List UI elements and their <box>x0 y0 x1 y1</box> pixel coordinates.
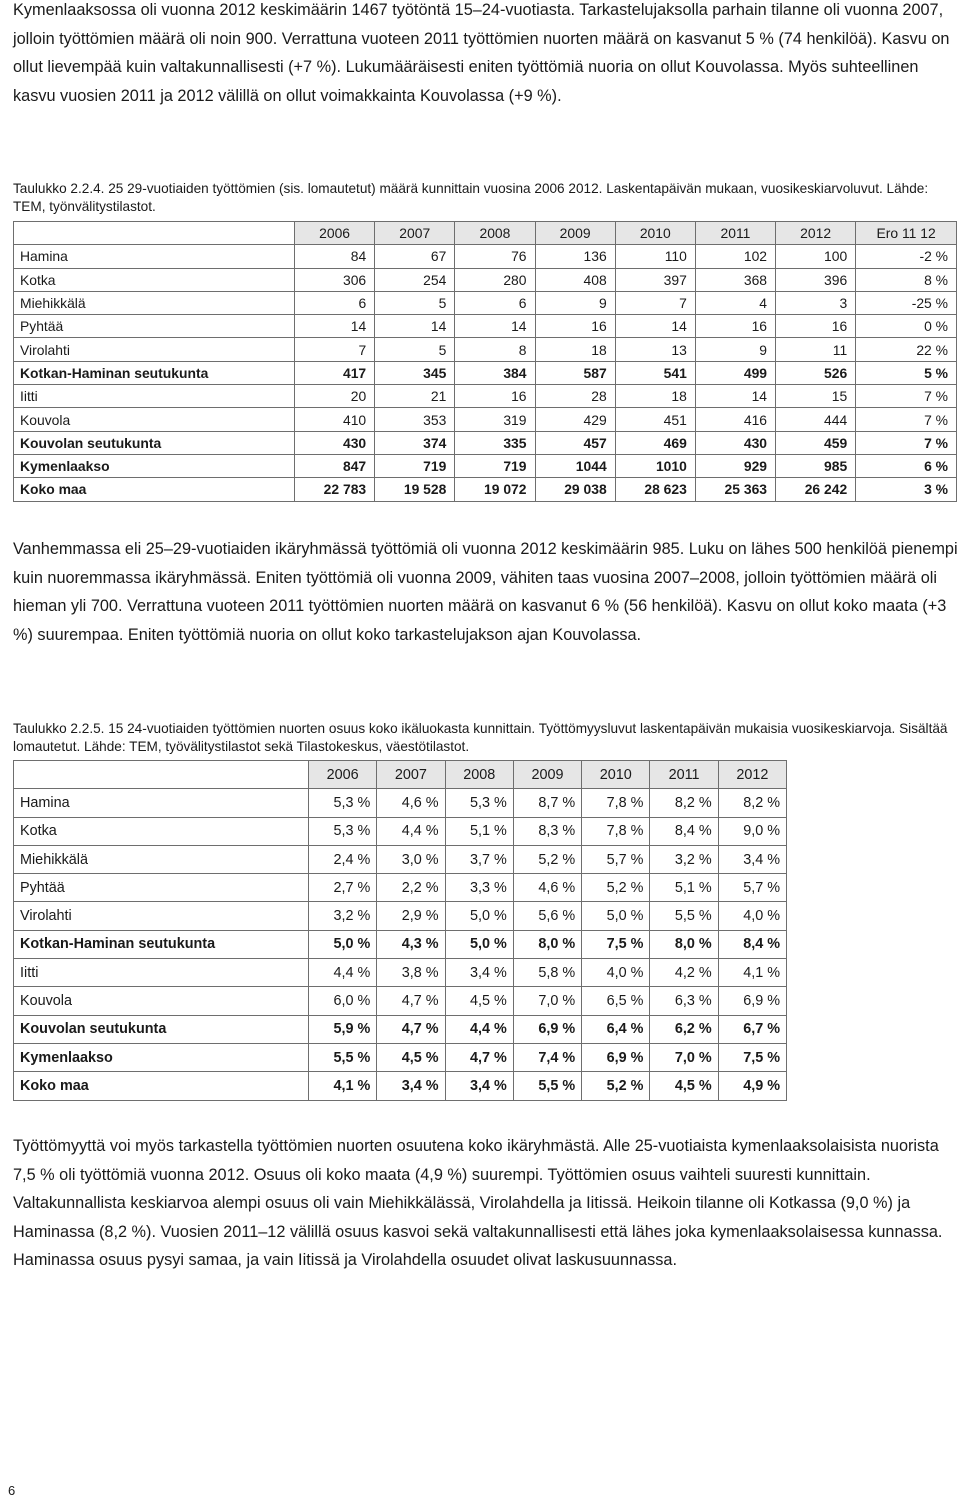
table-cell: 16 <box>535 315 615 338</box>
table-cell: 8,4 % <box>718 930 786 958</box>
table-cell: 345 <box>375 361 455 384</box>
page-number: 6 <box>8 1483 16 1498</box>
table1-header-cell: Ero 11 12 <box>856 222 957 245</box>
table-cell: 18 <box>535 338 615 361</box>
row-label: Kouvola <box>14 987 309 1015</box>
table-cell: 7,8 % <box>582 817 650 845</box>
table-cell: 5,7 % <box>582 845 650 873</box>
table-row <box>14 930 787 958</box>
table1-body <box>14 245 957 501</box>
table-cell: 102 <box>695 245 775 268</box>
table-cell: -25 % <box>856 291 957 314</box>
table-row <box>14 959 787 987</box>
table-cell: 4,2 % <box>650 959 718 987</box>
table-cell: 5,5 % <box>513 1072 581 1100</box>
table2-caption: Taulukko 2.2.5. 15 24-vuotiaiden työttömien nuorten osuus koko ikäluokasta kunnittain. Työttömyysluvut laskentapäivän mukaisia vuosikeskiarvoja. Sisältää lomautetut. Lähde: TEM, työvälitystilastot sekä Tilastokeskus, väestötilastot. <box>13 721 948 754</box>
table-cell: 4,1 % <box>718 959 786 987</box>
table2-header-blank <box>14 761 309 789</box>
table-row <box>14 902 787 930</box>
table-cell: 14 <box>295 315 375 338</box>
table-cell: 7,4 % <box>513 1043 581 1071</box>
table-row <box>14 789 787 817</box>
table-cell: 8,7 % <box>513 789 581 817</box>
table-cell: 5,9 % <box>309 1015 377 1043</box>
table-row <box>14 338 957 361</box>
table-cell: 6,9 % <box>582 1043 650 1071</box>
table-cell: 5,3 % <box>309 817 377 845</box>
table-cell: 28 623 <box>615 478 695 501</box>
row-label: Miehikkälä <box>14 845 309 873</box>
table-row <box>14 454 957 477</box>
table-cell: 18 <box>615 385 695 408</box>
table-cell: 1010 <box>615 454 695 477</box>
table-cell: 2,2 % <box>377 874 445 902</box>
table-cell: 6,3 % <box>650 987 718 1015</box>
table-cell: 254 <box>375 268 455 291</box>
table1-header-cell: 2012 <box>776 222 856 245</box>
row-label: Kouvolan seutukunta <box>14 1015 309 1043</box>
table-cell: 5,6 % <box>513 902 581 930</box>
table-cell: 11 <box>776 338 856 361</box>
table-cell: 3,3 % <box>445 874 513 902</box>
table-cell: 719 <box>455 454 535 477</box>
table-cell: 3,4 % <box>377 1072 445 1100</box>
table-cell: 4,6 % <box>377 789 445 817</box>
table-cell: 67 <box>375 245 455 268</box>
table-cell: 4,9 % <box>718 1072 786 1100</box>
table-cell: 22 783 <box>295 478 375 501</box>
table-cell: 4,5 % <box>445 987 513 1015</box>
table-cell: 410 <box>295 408 375 431</box>
table2-body <box>14 789 787 1100</box>
table-row <box>14 361 957 384</box>
row-label: Hamina <box>14 789 309 817</box>
table-cell: 6,2 % <box>650 1015 718 1043</box>
row-label: Koko maa <box>14 1072 309 1100</box>
table-cell: 4,7 % <box>445 1043 513 1071</box>
table-cell: 4,5 % <box>650 1072 718 1100</box>
table-cell: 7 <box>615 291 695 314</box>
table-cell: 19 528 <box>375 478 455 501</box>
table-cell: 444 <box>776 408 856 431</box>
table-cell: 5,1 % <box>650 874 718 902</box>
table-unemployed-share-15-24 <box>13 760 787 1101</box>
table-cell: 499 <box>695 361 775 384</box>
row-label: Miehikkälä <box>14 291 295 314</box>
table-cell: 76 <box>455 245 535 268</box>
table-cell: 13 <box>615 338 695 361</box>
table-cell: 14 <box>455 315 535 338</box>
table-cell: 3,4 % <box>445 1072 513 1100</box>
table-cell: 5 % <box>856 361 957 384</box>
table-cell: 429 <box>535 408 615 431</box>
table-cell: 8,0 % <box>513 930 581 958</box>
row-label: Kotkan-Haminan seutukunta <box>14 361 295 384</box>
table-cell: 7,0 % <box>650 1043 718 1071</box>
table-cell: 5,3 % <box>309 789 377 817</box>
table-cell: 5 <box>375 291 455 314</box>
table-cell: 6 <box>295 291 375 314</box>
second-paragraph: Vanhemmassa eli 25–29-vuotiaiden ikäryhmässä työttömiä oli vuonna 2012 keskimäärin 985. Luku on lähes 500 henkilöä pienempi kuin nuoremmassa ikäryhmässä. Eniten työttömiä oli vuonna 2009, vähiten taas vuosina 2007–2008, jolloin työttömien määrä oli hieman yli 700. Verrattuna vuoteen 2011 työttömien nuorten määrä on kasvanut 6 % (56 henkilöä). Kasvu on ollut koko maata (+3 %) suurempaa. Eniten työttömiä nuoria on ollut koko tarkastelujakson ajan Kouvolassa. <box>13 540 958 644</box>
table-cell: 541 <box>615 361 695 384</box>
table-unemployed-25-29 <box>13 221 957 502</box>
table-cell: 5,5 % <box>650 902 718 930</box>
table-cell: 396 <box>776 268 856 291</box>
table-cell: 5 <box>375 338 455 361</box>
table-cell: 417 <box>295 361 375 384</box>
table-cell: 6,9 % <box>718 987 786 1015</box>
table-cell: 4,5 % <box>377 1043 445 1071</box>
table-cell: 14 <box>615 315 695 338</box>
table-cell: 22 % <box>856 338 957 361</box>
table-cell: 16 <box>455 385 535 408</box>
table-cell: 5,0 % <box>582 902 650 930</box>
table-cell: 7 % <box>856 408 957 431</box>
table-row <box>14 431 957 454</box>
table-cell: 4 <box>695 291 775 314</box>
table-row <box>14 1015 787 1043</box>
row-label: Kymenlaakso <box>14 454 295 477</box>
row-label: Pyhtää <box>14 874 309 902</box>
table-row <box>14 478 957 501</box>
table-cell: 4,7 % <box>377 1015 445 1043</box>
table-cell: 4,0 % <box>582 959 650 987</box>
table-row <box>14 385 957 408</box>
table-cell: 6,9 % <box>513 1015 581 1043</box>
table-cell: 8 % <box>856 268 957 291</box>
table-cell: 14 <box>375 315 455 338</box>
table-cell: 5,1 % <box>445 817 513 845</box>
table2-header-cell: 2006 <box>309 761 377 789</box>
table1-header-cell: 2010 <box>615 222 695 245</box>
table-cell: 4,4 % <box>309 959 377 987</box>
table-cell: 7 % <box>856 385 957 408</box>
table-cell: 4,4 % <box>377 817 445 845</box>
table-row <box>14 245 957 268</box>
row-label: Iitti <box>14 385 295 408</box>
table-cell: 3,2 % <box>309 902 377 930</box>
table2-header-cell: 2009 <box>513 761 581 789</box>
table-row <box>14 408 957 431</box>
table-row <box>14 1072 787 1100</box>
table1-header-row <box>14 222 957 245</box>
intro-paragraph: Kymenlaaksossa oli vuonna 2012 keskimäärin 1467 työtöntä 15–24-vuotiasta. Tarkastelujaksolla parhain tilanne oli vuonna 2007, jolloin työttömien määrä oli noin 900. Verrattuna vuoteen 2011 työttömien nuorten määrä on kasvanut 5 % (74 henkilöä). Kasvu on ollut lievempää kuin valtakunnallisesti (+7 %). Lukumääräisesti eniten työttömiä nuoria on ollut Kouvolassa. Myös suhteellinen kasvu vuosien 2011 ja 2012 välillä on ollut voimakkainta Kouvolassa (+9 %). <box>13 1 950 105</box>
table-cell: 280 <box>455 268 535 291</box>
table-cell: 397 <box>615 268 695 291</box>
table-cell: 20 <box>295 385 375 408</box>
row-label: Pyhtää <box>14 315 295 338</box>
table-cell: 9,0 % <box>718 817 786 845</box>
table-cell: 8,4 % <box>650 817 718 845</box>
table-cell: 7 <box>295 338 375 361</box>
table-cell: 136 <box>535 245 615 268</box>
table-cell: 5,8 % <box>513 959 581 987</box>
table-cell: 985 <box>776 454 856 477</box>
table-cell: 6,7 % <box>718 1015 786 1043</box>
table-cell: 5,2 % <box>582 1072 650 1100</box>
table1-caption: Taulukko 2.2.4. 25 29-vuotiaiden työttömien (sis. lomautetut) määrä kunnittain vuosina 2006 2012. Laskentapäivän mukaan, vuosikeskiarvoluvut. Lähde: TEM, työnvälitystilastot. <box>13 181 929 214</box>
table-cell: 4,6 % <box>513 874 581 902</box>
table-cell: 8 <box>455 338 535 361</box>
table-cell: 25 363 <box>695 478 775 501</box>
table-cell: 21 <box>375 385 455 408</box>
table2-header-cell: 2007 <box>377 761 445 789</box>
table-cell: 3,4 % <box>445 959 513 987</box>
table-cell: 5,3 % <box>445 789 513 817</box>
table-cell: 430 <box>295 431 375 454</box>
table1-header-cell: 2008 <box>455 222 535 245</box>
table-cell: 430 <box>695 431 775 454</box>
table-cell: 3 % <box>856 478 957 501</box>
table-cell: 929 <box>695 454 775 477</box>
table-cell: 8,2 % <box>650 789 718 817</box>
table-cell: 15 <box>776 385 856 408</box>
table2-header-cell: 2011 <box>650 761 718 789</box>
table-cell: 8,0 % <box>650 930 718 958</box>
table-cell: 29 038 <box>535 478 615 501</box>
table-cell: 5,5 % <box>309 1043 377 1071</box>
table-cell: 3,4 % <box>718 845 786 873</box>
table-row <box>14 987 787 1015</box>
table-cell: 1044 <box>535 454 615 477</box>
table2-header-cell: 2012 <box>718 761 786 789</box>
table-cell: 7,5 % <box>582 930 650 958</box>
table-cell: 587 <box>535 361 615 384</box>
table-cell: 353 <box>375 408 455 431</box>
row-label: Iitti <box>14 959 309 987</box>
table-cell: 469 <box>615 431 695 454</box>
table1-header-cell: 2007 <box>375 222 455 245</box>
table-row <box>14 268 957 291</box>
table-cell: 374 <box>375 431 455 454</box>
table-cell: 16 <box>695 315 775 338</box>
table-cell: 408 <box>535 268 615 291</box>
table-cell: 526 <box>776 361 856 384</box>
table-cell: 5,0 % <box>445 902 513 930</box>
table-row <box>14 874 787 902</box>
table-cell: 5,2 % <box>582 874 650 902</box>
table-cell: 457 <box>535 431 615 454</box>
table-cell: 26 242 <box>776 478 856 501</box>
table-cell: 2,7 % <box>309 874 377 902</box>
row-label: Virolahti <box>14 338 295 361</box>
table-cell: 2,4 % <box>309 845 377 873</box>
table-cell: 368 <box>695 268 775 291</box>
row-label: Koko maa <box>14 478 295 501</box>
table-cell: 306 <box>295 268 375 291</box>
table-cell: 459 <box>776 431 856 454</box>
table-row <box>14 291 957 314</box>
row-label: Hamina <box>14 245 295 268</box>
third-paragraph: Työttömyyttä voi myös tarkastella työttömien nuorten osuutena koko ikäryhmästä. Alle 25-vuotiaista kymenlaaksolaisista nuorista 7,5 % oli työttömiä vuonna 2012. Osuus oli koko maata (4,9 %) suurempi. Työttömien osuus vaihteli suuresti kunnittain. Valtakunnallista keskiarvoa alempi osuus oli vain Miehikkälässä, Virolahdella ja Iitissä. Heikoin tilanne oli Kotkassa (9,0 %) ja Haminassa (8,2 %). Vuosien 2011–12 välillä osuus kasvoi sekä valtakunnallisesti että lähes joka kymenlaaksolaisessa kunnassa. Haminassa osuus pysyi samaa, ja vain Iitissä ja Virolahdella osuudet olivat laskusuunnassa. <box>13 1137 943 1269</box>
table-cell: 319 <box>455 408 535 431</box>
table-cell: 7 % <box>856 431 957 454</box>
table-cell: 451 <box>615 408 695 431</box>
table-cell: 4,0 % <box>718 902 786 930</box>
table-cell: 3,0 % <box>377 845 445 873</box>
table-cell: 4,7 % <box>377 987 445 1015</box>
table2-header-cell: 2008 <box>445 761 513 789</box>
table-cell: 335 <box>455 431 535 454</box>
table-row <box>14 817 787 845</box>
table-cell: 5,2 % <box>513 845 581 873</box>
table-cell: 3,2 % <box>650 845 718 873</box>
table-cell: 6,0 % <box>309 987 377 1015</box>
table-row <box>14 845 787 873</box>
table-cell: 3,8 % <box>377 959 445 987</box>
table1-header-blank <box>14 222 295 245</box>
row-label: Kouvola <box>14 408 295 431</box>
table-cell: 7,8 % <box>582 789 650 817</box>
table1-header-cell: 2009 <box>535 222 615 245</box>
table-cell: 2,9 % <box>377 902 445 930</box>
table-cell: 3 <box>776 291 856 314</box>
table2-header-row <box>14 761 787 789</box>
table-cell: -2 % <box>856 245 957 268</box>
table-cell: 719 <box>375 454 455 477</box>
row-label: Kouvolan seutukunta <box>14 431 295 454</box>
table-cell: 7,5 % <box>718 1043 786 1071</box>
table-cell: 416 <box>695 408 775 431</box>
table-cell: 384 <box>455 361 535 384</box>
table2-header-cell: 2010 <box>582 761 650 789</box>
row-label: Kotkan-Haminan seutukunta <box>14 930 309 958</box>
table-cell: 16 <box>776 315 856 338</box>
row-label: Kotka <box>14 268 295 291</box>
table-cell: 5,0 % <box>445 930 513 958</box>
table-cell: 9 <box>535 291 615 314</box>
table-cell: 28 <box>535 385 615 408</box>
table-cell: 5,0 % <box>309 930 377 958</box>
table-row <box>14 315 957 338</box>
table-cell: 5,7 % <box>718 874 786 902</box>
table-cell: 110 <box>615 245 695 268</box>
table-cell: 6,4 % <box>582 1015 650 1043</box>
table-cell: 84 <box>295 245 375 268</box>
table-cell: 7,0 % <box>513 987 581 1015</box>
table-row <box>14 1043 787 1071</box>
row-label: Kotka <box>14 817 309 845</box>
table-cell: 847 <box>295 454 375 477</box>
row-label: Virolahti <box>14 902 309 930</box>
table-cell: 8,2 % <box>718 789 786 817</box>
table1-header-cell: 2011 <box>695 222 775 245</box>
table-cell: 6,5 % <box>582 987 650 1015</box>
table-cell: 8,3 % <box>513 817 581 845</box>
table-cell: 4,3 % <box>377 930 445 958</box>
table-cell: 4,1 % <box>309 1072 377 1100</box>
table-cell: 19 072 <box>455 478 535 501</box>
table-cell: 4,4 % <box>445 1015 513 1043</box>
table1-header-cell: 2006 <box>295 222 375 245</box>
table-cell: 6 % <box>856 454 957 477</box>
table-cell: 9 <box>695 338 775 361</box>
table-cell: 100 <box>776 245 856 268</box>
table-cell: 0 % <box>856 315 957 338</box>
table-cell: 6 <box>455 291 535 314</box>
table-cell: 3,7 % <box>445 845 513 873</box>
row-label: Kymenlaakso <box>14 1043 309 1071</box>
table-cell: 14 <box>695 385 775 408</box>
